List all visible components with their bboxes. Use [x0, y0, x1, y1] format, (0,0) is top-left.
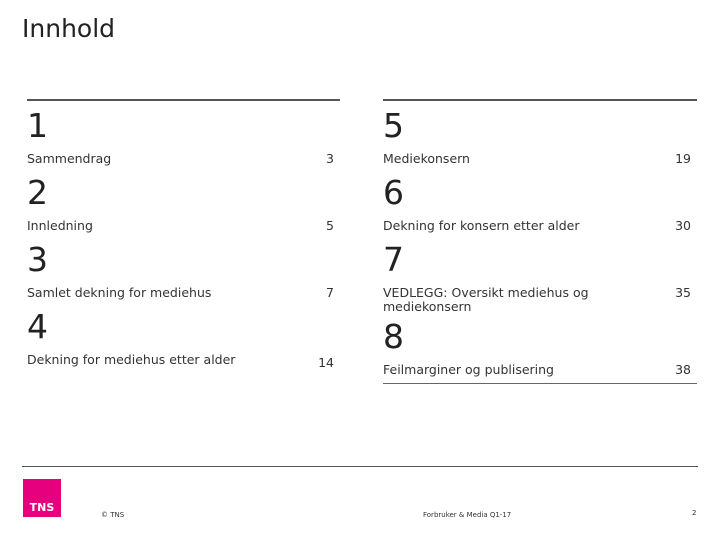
page-ref: 38: [675, 362, 691, 377]
section-title: Sammendrag: [27, 151, 112, 166]
tns-logo: [23, 479, 61, 517]
section-title: Innledning: [27, 218, 93, 233]
page-ref: 30: [675, 218, 691, 233]
divider: [383, 383, 697, 384]
footer-title: Forbruker & Media Q1-17: [423, 511, 512, 519]
section-title: Dekning for mediehus etter alder: [27, 352, 236, 367]
toc-entry[interactable]: [27, 168, 340, 235]
page-ref: 5: [326, 218, 334, 233]
toc-left-column: [27, 99, 340, 369]
section-number: 5: [383, 106, 404, 145]
section-number: 6: [383, 173, 404, 212]
section-number: 4: [27, 307, 48, 346]
section-number: 7: [383, 240, 404, 279]
toc-entry[interactable]: [383, 317, 697, 387]
toc-entry[interactable]: [383, 235, 697, 320]
toc-entry[interactable]: [27, 101, 340, 168]
footer-divider: [22, 466, 698, 467]
toc-right-column: [383, 99, 697, 387]
section-number: 2: [27, 173, 48, 212]
section-title: Samlet dekning for mediehus: [27, 285, 212, 300]
page-ref: 19: [675, 151, 691, 166]
copyright: © TNS: [101, 511, 125, 519]
toc-entry[interactable]: [383, 101, 697, 168]
page-title: Innhold: [22, 14, 116, 43]
page-ref: 7: [326, 285, 334, 300]
toc-entry[interactable]: [27, 302, 340, 369]
section-number: 3: [27, 240, 48, 279]
page-ref: 14: [318, 355, 334, 370]
toc-entry[interactable]: [27, 235, 340, 302]
page-number: 2: [692, 509, 697, 517]
toc-entry[interactable]: [383, 168, 697, 235]
section-title: Feilmarginer og publisering: [383, 362, 554, 377]
page-ref: 3: [326, 151, 334, 166]
section-title: Mediekonsern: [383, 151, 470, 166]
section-number: 8: [383, 317, 404, 356]
section-title: Dekning for konsern etter alder: [383, 218, 580, 233]
logo-text: TNS: [29, 501, 55, 514]
section-title: VEDLEGG: Oversikt mediehus og mediekonsern: [383, 285, 589, 314]
page-ref: 35: [675, 285, 691, 300]
section-number: 1: [27, 106, 48, 145]
